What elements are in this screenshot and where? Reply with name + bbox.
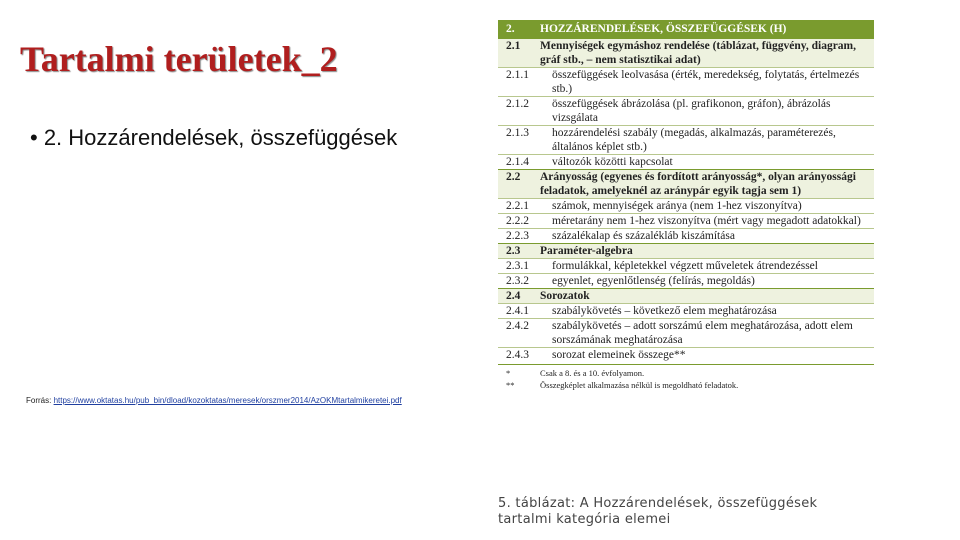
table-footnotes <box>498 364 874 391</box>
row-text: változók közötti kapcsolat <box>552 156 673 168</box>
row-text: egyenlet, egyenlőtlenség (felírás, megoldás) <box>552 275 755 287</box>
table-row <box>498 38 874 67</box>
header-title: HOZZÁRENDELÉSEK, ÖSSZEFÜGGÉSEK (H) <box>540 23 787 35</box>
row-number: 2.1.1 <box>506 69 529 81</box>
table-row <box>498 318 874 347</box>
row-number: 2.4.1 <box>506 305 529 317</box>
footnote-mark: * <box>506 368 511 378</box>
table-row <box>498 273 874 288</box>
row-text: szabálykövetés – adott sorszámú elem meghatározása, adott elem sorszámának meghatározása <box>552 320 853 346</box>
footnote-text: Csak a 8. és a 10. évfolyamon. <box>540 368 645 378</box>
row-number: 2.4.2 <box>506 320 529 332</box>
row-text: összefüggések ábrázolása (pl. grafikonon, gráfon), ábrázolás vizsgálata <box>552 98 831 124</box>
table-row <box>498 169 874 198</box>
source-prefix: Forrás: <box>26 396 54 405</box>
table-row <box>498 198 874 213</box>
footnote <box>498 367 874 379</box>
row-text: számok, mennyiségek aránya (nem 1-hez viszonyítva) <box>552 200 802 212</box>
row-text: összefüggések leolvasása (érték, meredekség, folytatás, értelmezés stb.) <box>552 69 860 95</box>
table-row <box>498 258 874 273</box>
row-number: 2.3.1 <box>506 260 529 272</box>
row-number: 2.1 <box>506 40 521 52</box>
source-line <box>26 396 402 405</box>
row-number: 2.4 <box>506 290 521 302</box>
row-number: 2.2 <box>506 171 521 183</box>
header-number: 2. <box>506 23 515 35</box>
row-number: 2.1.4 <box>506 156 529 168</box>
row-number: 2.2.1 <box>506 200 529 212</box>
table-header <box>498 20 874 38</box>
row-text: szabálykövetés – következő elem meghatározása <box>552 305 777 317</box>
footnote <box>498 379 874 391</box>
slide-title: Tartalmi területek_2 <box>20 39 338 79</box>
table-row <box>498 288 874 303</box>
row-text: Sorozatok <box>540 290 590 302</box>
row-text: százalékalap és százalékláb kiszámítása <box>552 230 735 242</box>
row-text: Paraméter-algebra <box>540 245 633 257</box>
table-row <box>498 67 874 96</box>
content-table <box>498 20 874 391</box>
bullet-text: • 2. Hozzárendelések, összefüggések <box>30 125 398 150</box>
row-text: Mennyiségek egymáshoz rendelése (táblázat, függvény, diagram, gráf stb., – nem statisztikai adat) <box>540 40 857 66</box>
row-number: 2.1.3 <box>506 127 529 139</box>
table-row <box>498 213 874 228</box>
row-number: 2.3 <box>506 245 521 257</box>
source-link[interactable]: https://www.oktatas.hu/pub_bin/dload/kozoktatas/meresek/orszmer2014/AzOKMtartalmikeretei.pdf <box>53 396 402 405</box>
row-number: 2.2.2 <box>506 215 529 227</box>
table-row <box>498 125 874 154</box>
table-row <box>498 96 874 125</box>
row-number: 2.4.3 <box>506 349 529 361</box>
footnote-text: Összegképlet alkalmazása nélkül is megoldható feladatok. <box>540 380 739 390</box>
row-text: sorozat elemeinek összege** <box>552 349 686 361</box>
row-text: formulákkal, képletekkel végzett műveletek átrendezéssel <box>552 260 818 272</box>
row-number: 2.2.3 <box>506 230 529 242</box>
row-text: méretarány nem 1-hez viszonyítva (mért vagy megadott adatokkal) <box>552 215 861 227</box>
table-row <box>498 347 874 362</box>
row-text: Arányosság (egyenes és fordított arányosság*, olyan arányossági feladatok, amelyeknél az aránypár egyik tagja sem 1) <box>540 171 856 197</box>
row-number: 2.3.2 <box>506 275 529 287</box>
table-row <box>498 303 874 318</box>
row-number: 2.1.2 <box>506 98 529 110</box>
table-row <box>498 228 874 243</box>
footnote-mark: ** <box>506 380 515 390</box>
table-caption: 5. táblázat: A Hozzárendelések, összefüggések tartalmi kategória elemei <box>498 496 818 527</box>
table-row <box>498 154 874 169</box>
row-text: hozzárendelési szabály (megadás, alkalmazás, paraméterezés, általános képlet stb.) <box>552 127 836 153</box>
table-row <box>498 243 874 258</box>
